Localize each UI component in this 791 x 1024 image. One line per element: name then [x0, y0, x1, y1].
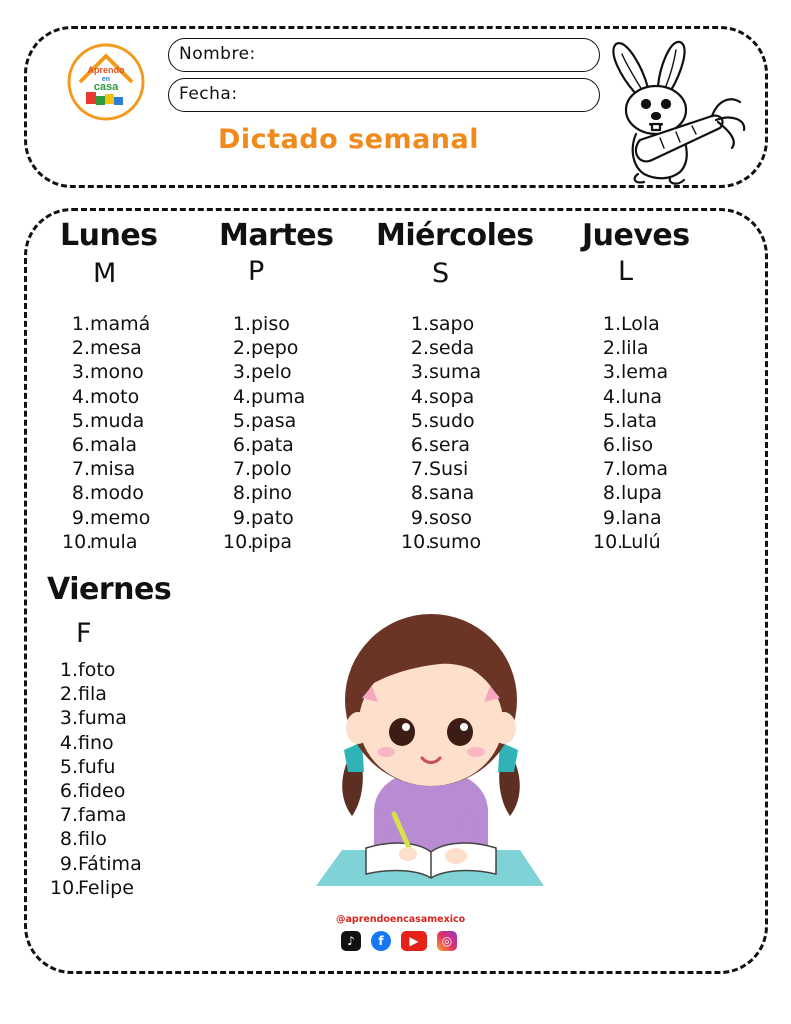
list-item: 3.lema [602, 361, 669, 384]
list-item: 8.pino [232, 482, 293, 505]
day-title-jueves: Jueves [582, 218, 690, 253]
list-item: 9.Fátima [59, 852, 142, 875]
day-title-miercoles: Miércoles [376, 218, 534, 253]
list-item: 10.pipa [223, 530, 293, 553]
list-item: 7.Susi [410, 458, 469, 481]
list-item: 2.seda [410, 337, 475, 360]
list-item: 3.pelo [232, 361, 292, 384]
list-item: 5.muda [71, 409, 145, 432]
youtube-icon[interactable]: ▶ [401, 931, 427, 951]
list-item: 8.sana [410, 482, 475, 505]
day-title-lunes: Lunes [60, 218, 158, 253]
list-item: 2.pepo [232, 337, 299, 360]
list-item: 1.foto [59, 659, 116, 681]
instagram-icon[interactable]: ◎ [437, 931, 457, 951]
list-item: 2.mesa [71, 337, 142, 360]
list-item: 9.memo [71, 506, 151, 529]
list-item: 7.fama [59, 804, 127, 827]
list-item: 9.soso [410, 506, 473, 529]
page-title: Dictado semanal [218, 124, 480, 155]
letter-miercoles: S [432, 258, 450, 289]
list-item: 4.fino [59, 731, 114, 754]
name-label: Nombre: [179, 44, 256, 64]
date-label: Fecha: [179, 84, 238, 104]
list-item: 6.pata [232, 433, 294, 456]
list-item: 7.misa [71, 458, 136, 481]
list-item: 1.piso [232, 313, 290, 335]
letter-martes: P [248, 256, 265, 287]
list-item: 5.lata [602, 409, 658, 432]
letter-viernes: F [76, 618, 92, 649]
day-title-viernes: Viernes [47, 572, 172, 607]
word-list-lunes [62, 312, 150, 554]
list-item: 4.luna [602, 385, 663, 408]
list-item: 6.fideo [59, 779, 126, 802]
list-item: 4.puma [232, 385, 306, 408]
day-title-martes: Martes [219, 218, 334, 253]
list-item: 3.mono [71, 361, 144, 384]
list-item: 6.sera [410, 433, 471, 456]
list-item: 5.pasa [232, 409, 297, 432]
list-item: 1.mamá [71, 313, 151, 335]
list-item: 10.sumo [401, 530, 482, 553]
list-item: 2.fila [59, 683, 107, 706]
list-item: 6.liso [602, 433, 654, 456]
facebook-icon[interactable]: f [371, 931, 391, 951]
list-item: 10.mula [62, 530, 138, 553]
list-item: 5.fufu [59, 755, 116, 778]
bunny-illustration [600, 36, 750, 186]
list-item: 8.filo [59, 828, 107, 851]
letter-lunes: M [93, 258, 117, 289]
list-item: 1.sapo [410, 313, 475, 335]
list-item: 8.modo [71, 482, 144, 505]
list-item: 10.Lulú [593, 530, 661, 553]
word-list-viernes [50, 658, 142, 900]
tiktok-icon[interactable]: ♪ [341, 931, 361, 951]
name-field[interactable] [168, 38, 600, 72]
list-item: 2.lila [602, 337, 649, 360]
logo-line3: casa [93, 81, 119, 93]
list-item: 1.Lola [602, 313, 660, 335]
list-item: 7.polo [232, 458, 292, 481]
list-item: 3.suma [410, 361, 482, 384]
aprendo-en-casa-logo [66, 42, 146, 122]
date-field[interactable] [168, 78, 600, 112]
word-list-martes [223, 312, 305, 554]
word-list-miercoles [401, 312, 481, 554]
list-item: 4.moto [71, 385, 140, 408]
logo-line2: en [101, 76, 111, 83]
social-handle: @aprendoencasamexico [336, 914, 466, 925]
list-item: 9.pato [232, 506, 294, 529]
list-item: 4.sopa [410, 385, 475, 408]
girl-writing-illustration [312, 602, 550, 892]
word-list-jueves [593, 312, 668, 554]
letter-jueves: L [618, 256, 634, 287]
list-item: 10.Felipe [50, 876, 134, 899]
list-item: 6.mala [71, 433, 138, 456]
list-item: 5.sudo [410, 409, 475, 432]
social-icons [341, 931, 457, 951]
list-item: 3.fuma [59, 707, 127, 730]
logo-line1: Aprendo [87, 65, 125, 75]
list-item: 8.lupa [602, 482, 663, 505]
list-item: 9.lana [602, 506, 662, 529]
list-item: 7.loma [602, 458, 669, 481]
